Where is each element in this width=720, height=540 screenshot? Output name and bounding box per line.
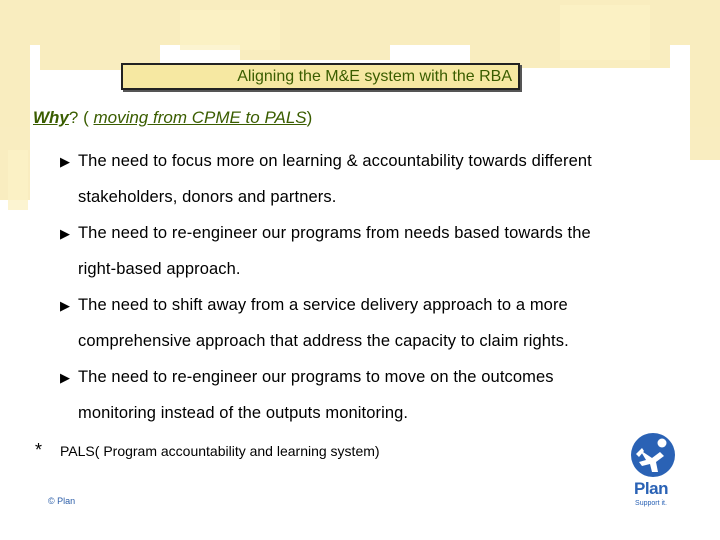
bullet-2-line-1: The need to re-engineer our programs from needs based towards the [78,224,591,242]
why-rest-c: ) [306,108,313,127]
triangle-right-icon: ▶ [60,226,70,241]
triangle-right-icon: ▶ [60,370,70,385]
bullet-item-1 [78,143,693,215]
bullet-item-4 [78,359,693,431]
triangle-right-icon: ▶ [60,298,70,313]
copyright-notice: © Plan [48,496,76,506]
bullet-4-line-2: monitoring instead of the outputs monitoring. [78,404,409,422]
slide-title: Aligning the M&E system with the RBA [237,68,512,85]
bullet-3-line-2: comprehensive approach that address the capacity to claim rights. [78,332,569,350]
footnote-marker: * [35,440,43,460]
why-heading [33,108,312,128]
bullet-2-line-2: right-based approach. [78,260,241,278]
logo-tagline: Support it. [635,500,667,507]
bullet-1-line-1: The need to focus more on learning & accountability towards different [78,152,592,170]
bullet-item-3 [78,287,693,359]
bullet-item-2 [78,215,693,287]
why-word: Why [33,108,69,127]
bullet-3-line-1: The need to shift away from a service delivery approach to a more [78,296,568,314]
why-subtitle: moving from CPME to PALS [93,108,307,127]
plan-logo-icon [618,430,688,525]
bullet-4-line-1: The need to re-engineer our programs to move on the outcomes [78,368,554,386]
slide-title-box [121,63,520,90]
footnote-text: PALS( Program accountability and learning system) [60,443,380,459]
triangle-right-icon: ▶ [60,154,70,169]
logo-wordmark: Plan [634,479,668,498]
why-rest-a: ? ( [68,108,94,127]
bullet-1-line-2: stakeholders, donors and partners. [78,188,337,206]
